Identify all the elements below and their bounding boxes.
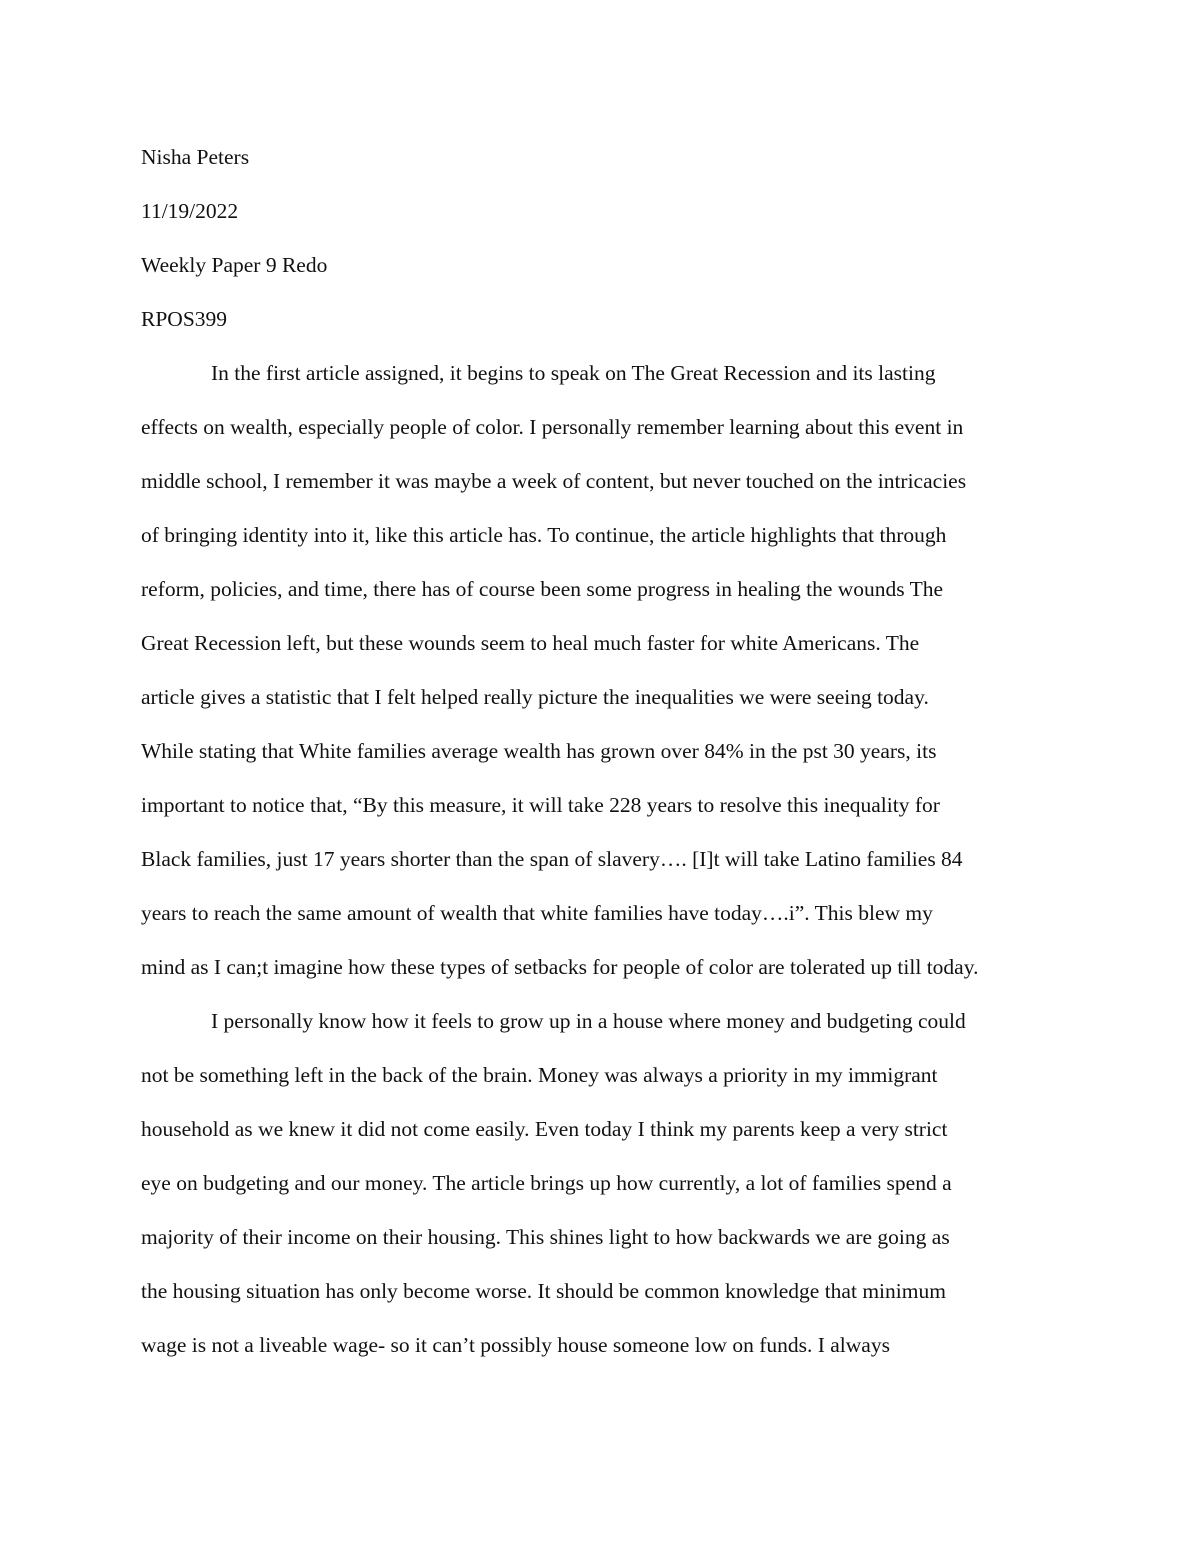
paragraph-line: While stating that White families average wealth has grown over 84% in the pst 30 years, its [141,739,937,763]
paragraph-line: middle school, I remember it was maybe a week of content, but never touched on the intricacies [141,469,967,493]
paragraph-line: mind as I can;t imagine how these types of setbacks for people of color are tolerated up till today. [141,955,979,979]
paragraph-line: majority of their income on their housing. This shines light to how backwards we are going as [141,1225,950,1249]
paragraph-line: effects on wealth, especially people of color. I personally remember learning about this event in [141,415,964,439]
paragraph-line: eye on budgeting and our money. The article brings up how currently, a lot of families spend a [141,1171,952,1195]
course-code: RPOS399 [141,307,228,331]
paragraph-line: In the first article assigned, it begins to speak on The Great Recession and its lasting [211,361,936,385]
author-name: Nisha Peters [141,145,250,169]
paragraph-line: Black families, just 17 years shorter than the span of slavery…. [I]t will take Latino families 84 [141,847,963,871]
paragraph-line: reform, policies, and time, there has of course been some progress in healing the wounds The [141,577,944,601]
paragraph-line: years to reach the same amount of wealth that white families have today….i”. This blew my [141,901,933,925]
paragraph-line: I personally know how it feels to grow up in a house where money and budgeting could [211,1009,966,1033]
date: 11/19/2022 [141,199,239,223]
paragraph-line: article gives a statistic that I felt helped really picture the inequalities we were seeing today. [141,685,929,709]
paragraph-line: Great Recession left, but these wounds seem to heal much faster for white Americans. The [141,631,920,655]
paragraph-line: important to notice that, “By this measure, it will take 228 years to resolve this inequality for [141,793,940,817]
paragraph-line: wage is not a liveable wage- so it can’t possibly house someone low on funds. I always [141,1333,890,1357]
paragraph-line: household as we knew it did not come easily. Even today I think my parents keep a very strict [141,1117,948,1141]
paper-title: Weekly Paper 9 Redo [141,253,328,277]
paragraph-line: of bringing identity into it, like this article has. To continue, the article highlights that through [141,523,947,547]
paragraph-line: the housing situation has only become worse. It should be common knowledge that minimum [141,1279,946,1303]
paragraph-line: not be something left in the back of the brain. Money was always a priority in my immigrant [141,1063,938,1087]
